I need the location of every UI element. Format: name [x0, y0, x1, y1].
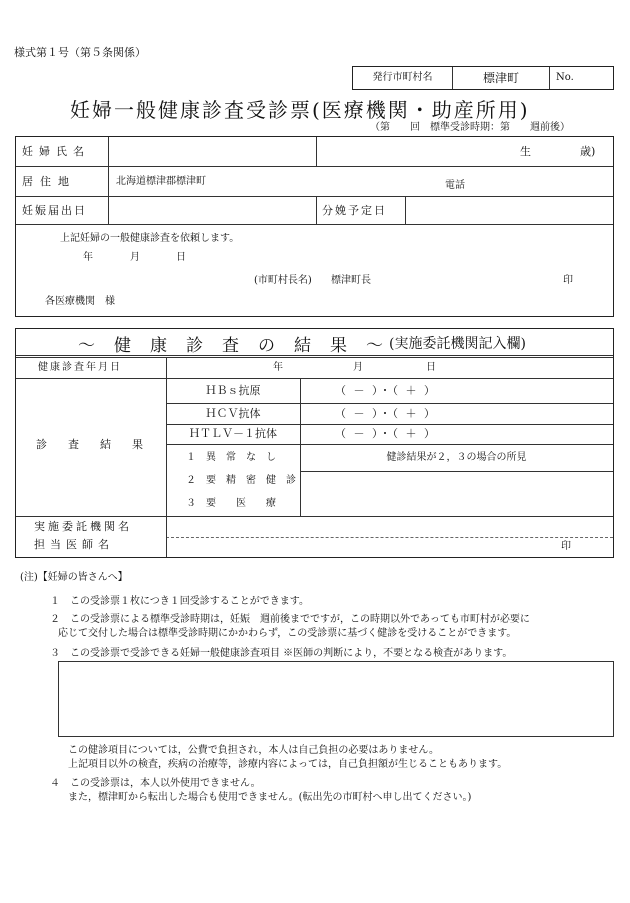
mayor-label: (市町村長名)	[254, 275, 312, 286]
due-date-label: 分娩予定日	[322, 203, 387, 217]
mayor-value: 標津町長	[331, 275, 371, 286]
judgement-detailed-exam[interactable]: ２ 要 精 密 健 診	[186, 475, 296, 486]
notes-heading: (注)【妊婦の皆さんへ】	[20, 572, 128, 583]
report-date-field[interactable]	[108, 197, 316, 224]
test-name-hcv: ＨＣＶ抗体	[205, 407, 261, 421]
doctor-label: 担当医師名	[34, 538, 114, 552]
exam-items-box	[58, 661, 614, 737]
request-year: 年	[83, 252, 93, 263]
test-value-hbs[interactable]: （ － ）・（ ＋ ）	[335, 384, 437, 398]
age-label-2: 歳)	[580, 144, 596, 158]
note-3: ３ この受診票で受診できる妊婦一般健康診査項目 ※医師の判断により，不要となる検査があります。	[50, 648, 513, 659]
request-month: 月	[130, 252, 140, 263]
exam-date-label: 健康診査年月日	[38, 362, 122, 373]
test-name-htlv: ＨＴＬＶ－１抗体	[189, 427, 277, 441]
doctor-seal: 印	[561, 541, 571, 552]
mayor-seal: 印	[563, 275, 573, 286]
exam-month: 月	[353, 362, 363, 373]
exam-year: 年	[273, 362, 283, 373]
results-title: ～ 健 康 診 査 の 結 果 ～	[78, 336, 384, 356]
request-to: 各医療機関 様	[45, 296, 115, 307]
exam-results-label: 診査結果	[36, 438, 164, 452]
after-note-2: 上記項目以外の検査，疾病の治療等，診療内容によっては，自己負担額が生じることもあります。	[68, 759, 508, 770]
judgement-normal[interactable]: １ 異 常 な し	[186, 452, 276, 463]
address-label: 居住地	[22, 174, 76, 188]
issuer-no-label: No.	[556, 72, 574, 83]
results-title-note: (実施委託機関記入欄)	[389, 336, 526, 352]
test-value-hcv[interactable]: （ － ）・（ ＋ ）	[335, 407, 437, 421]
issuer-value: 標津町	[482, 70, 519, 85]
address-value[interactable]: 北海道標津郡標津町	[116, 175, 206, 187]
note-4a: ４ この受診票は，本人以外使用できません。	[50, 778, 261, 789]
request-day: 日	[176, 252, 186, 263]
note-2b: 応じて交付した場合は標準受診時期にかかわらず，この受診票に基づく健診を受けることができます。	[58, 628, 517, 639]
page-title: 妊婦一般健康診査受診票(医療機関・助産所用)	[70, 98, 530, 122]
after-note-1: この健診項目については，公費で負担され，本人は自己負担の必要はありません。	[68, 745, 439, 756]
age-label-1: 生	[520, 144, 531, 158]
note-1: １ この受診票１枚につき１回受診することができます。	[50, 596, 309, 607]
judgement-medical-care[interactable]: ３ 要 医 療	[186, 498, 276, 509]
institution-label: 実施委託機関名	[34, 520, 132, 534]
patient-name-label: 妊婦氏名	[22, 144, 90, 158]
request-text: 上記妊婦の一般健康診査を依頼します。	[60, 233, 240, 244]
findings-field[interactable]	[302, 472, 611, 515]
test-value-htlv[interactable]: （ － ）・（ ＋ ）	[335, 427, 437, 441]
due-date-field[interactable]	[406, 197, 612, 224]
issuer-label: 発行市町村名	[372, 72, 433, 83]
note-4b: また，標津町から転出した場合も使用できません。(転出先の市町村へ申し出てください。)	[68, 792, 472, 803]
exam-day: 日	[426, 362, 436, 373]
page-subtitle: （第 回 標準受診時期：第 週前後）	[370, 122, 570, 133]
findings-label: 健診結果が２，３の場合の所見	[386, 452, 527, 463]
patient-name-field[interactable]	[108, 137, 314, 166]
form-number: 様式第１号（第５条関係）	[14, 46, 146, 59]
note-2a: ２ この受診票による標準受診時期は，妊娠 週前後までですが，この時期以外であっても市町村が必要に	[50, 614, 530, 625]
test-name-hbs: ＨＢｓ抗原	[205, 384, 261, 398]
institution-field[interactable]	[168, 517, 608, 537]
report-date-label: 妊娠届出日	[22, 203, 87, 217]
phone-label: 電話	[445, 180, 465, 191]
